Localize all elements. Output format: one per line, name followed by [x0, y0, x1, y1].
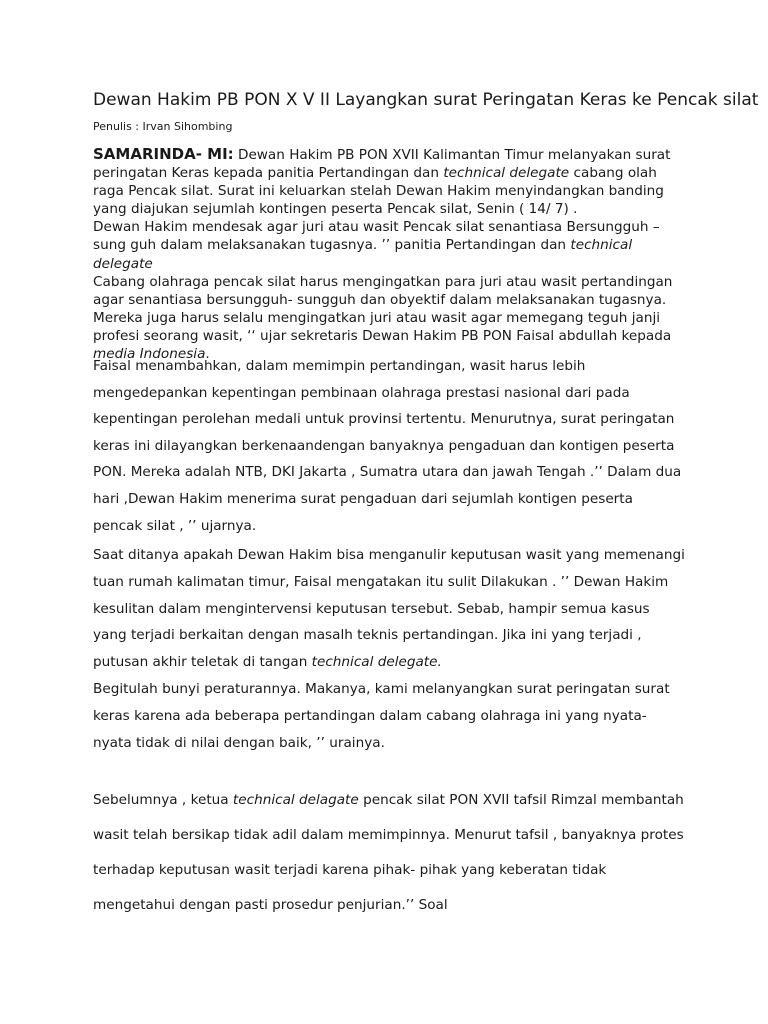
paragraph-1-text-b: cabang olah raga Pencak silat. Surat ini keluarkan stelah Dewan Hakim menyindangkan banding yang diajukan sejumlah kontingen peserta Pencak silat, Senin ( 14/ 7) . [93, 165, 664, 218]
paragraph-4-line [93, 783, 685, 923]
dateline: SAMARINDA- MI: [93, 145, 234, 163]
paragraph-1-text-a: Dewan Hakim PB PON XVII Kalimantan Timur melanyakan surat peringatan Keras kepada panitia Pertandingan dan [93, 147, 671, 182]
paragraph-1-italic-1: technical delegate [443, 165, 570, 182]
paragraph-4-text-b: pencak silat PON XVII tafsil Rimzal membantah wasit telah bersikap tidak adil dalam memimpinnya. Menurut tafsil , banyaknya protes terhadap keputusan wasit terjadi karena pihak- pihak yang keberatan tidak mengetahui dengan pasti prosedur penjurian.’’ Soal [93, 792, 684, 913]
article-title: Dewan Hakim PB PON X V II Layangkan surat Peringatan Keras ke Pencak silat [93, 90, 759, 110]
paragraph-1 [93, 145, 685, 363]
paragraph-1-italic-3: media Indonesia [93, 346, 206, 363]
paragraph-4-text-a: Sebelumnya , ketua [93, 792, 233, 808]
paragraph-1-italic-2: technical delegate [93, 237, 633, 272]
paragraph-4-italic: technical delagate [232, 792, 359, 808]
paragraph-2 [93, 353, 685, 539]
paragraph-1-line-a [93, 145, 685, 218]
paragraph-4 [93, 783, 685, 923]
paragraph-3-line-b [93, 676, 685, 756]
paragraph-1-text-d: Cabang olahraga pencak silat harus mengingatkan para juri atau wasit pertandingan agar senantiasa bersungguh- sungguh dan obyektif dalam melaksanakan tugasnya. Mereka juga harus selalu mengingatkan juri atau wasit agar memegang teguh janji profesi seorang wasit, ‘‘ ujar sekretaris Dewan Hakim PB PON Faisal abdullah kepada [93, 273, 673, 344]
paragraph-1-text-c: Dewan Hakim mendesak agar juri atau wasit Pencak silat senantiasa Bersungguh – sung guh dalam melaksanakan tugasnya. ’’ panitia Pertandingan dan [93, 219, 660, 254]
paragraph-3-line-a [93, 542, 685, 676]
paragraph-2-text: Faisal menambahkan, dalam memimpin pertandingan, wasit harus lebih mengedepankan kepentingan pembinaan olahraga prestasi nasional dari pada kepentingan perolehan medali untuk provinsi tertentu. Menurutnya, surat peringatan keras ini dilayangkan berkenaandengan banyaknya pengaduan dan kontigen peserta PON. Mereka adalah NTB, DKI Jakarta , Sumatra utara dan jawah Tengah .’’ Dalam dua hari ,Dewan Hakim menerima surat pengaduan dari sejumlah kontigen peserta pencak silat , ’’ ujarnya. [93, 358, 682, 534]
author-line: Penulis : Irvan Sihombing [93, 120, 233, 133]
paragraph-1-line-c [93, 218, 685, 272]
paragraph-1-line-d [93, 273, 685, 363]
paragraph-3-italic: technical delegate. [311, 654, 442, 671]
paragraph-1-text-e: . [205, 346, 210, 363]
paragraph-3-text-a: Saat ditanya apakah Dewan Hakim bisa menganulir keputusan wasit yang memenangi tuan rumah kalimatan timur, Faisal mengatakan itu sulit Dilakukan . ’’ Dewan Hakim kesulitan dalam mengintervensi keputusan tersebut. Sebab, hampir semua kasus yang terjadi berkaitan dengan masalh teknis pertandingan. Jika ini yang terjadi , putusan akhir teletak di tangan [93, 547, 685, 671]
paragraph-3-text-b: Begitulah bunyi peraturannya. Makanya, kami melanyangkan surat peringatan surat keras karena ada beberapa pertandingan dalam cabang olahraga ini yang nyata- nyata tidak di nilai dengan baik, ’’ urainya. [93, 680, 670, 751]
paragraph-3 [93, 542, 685, 756]
